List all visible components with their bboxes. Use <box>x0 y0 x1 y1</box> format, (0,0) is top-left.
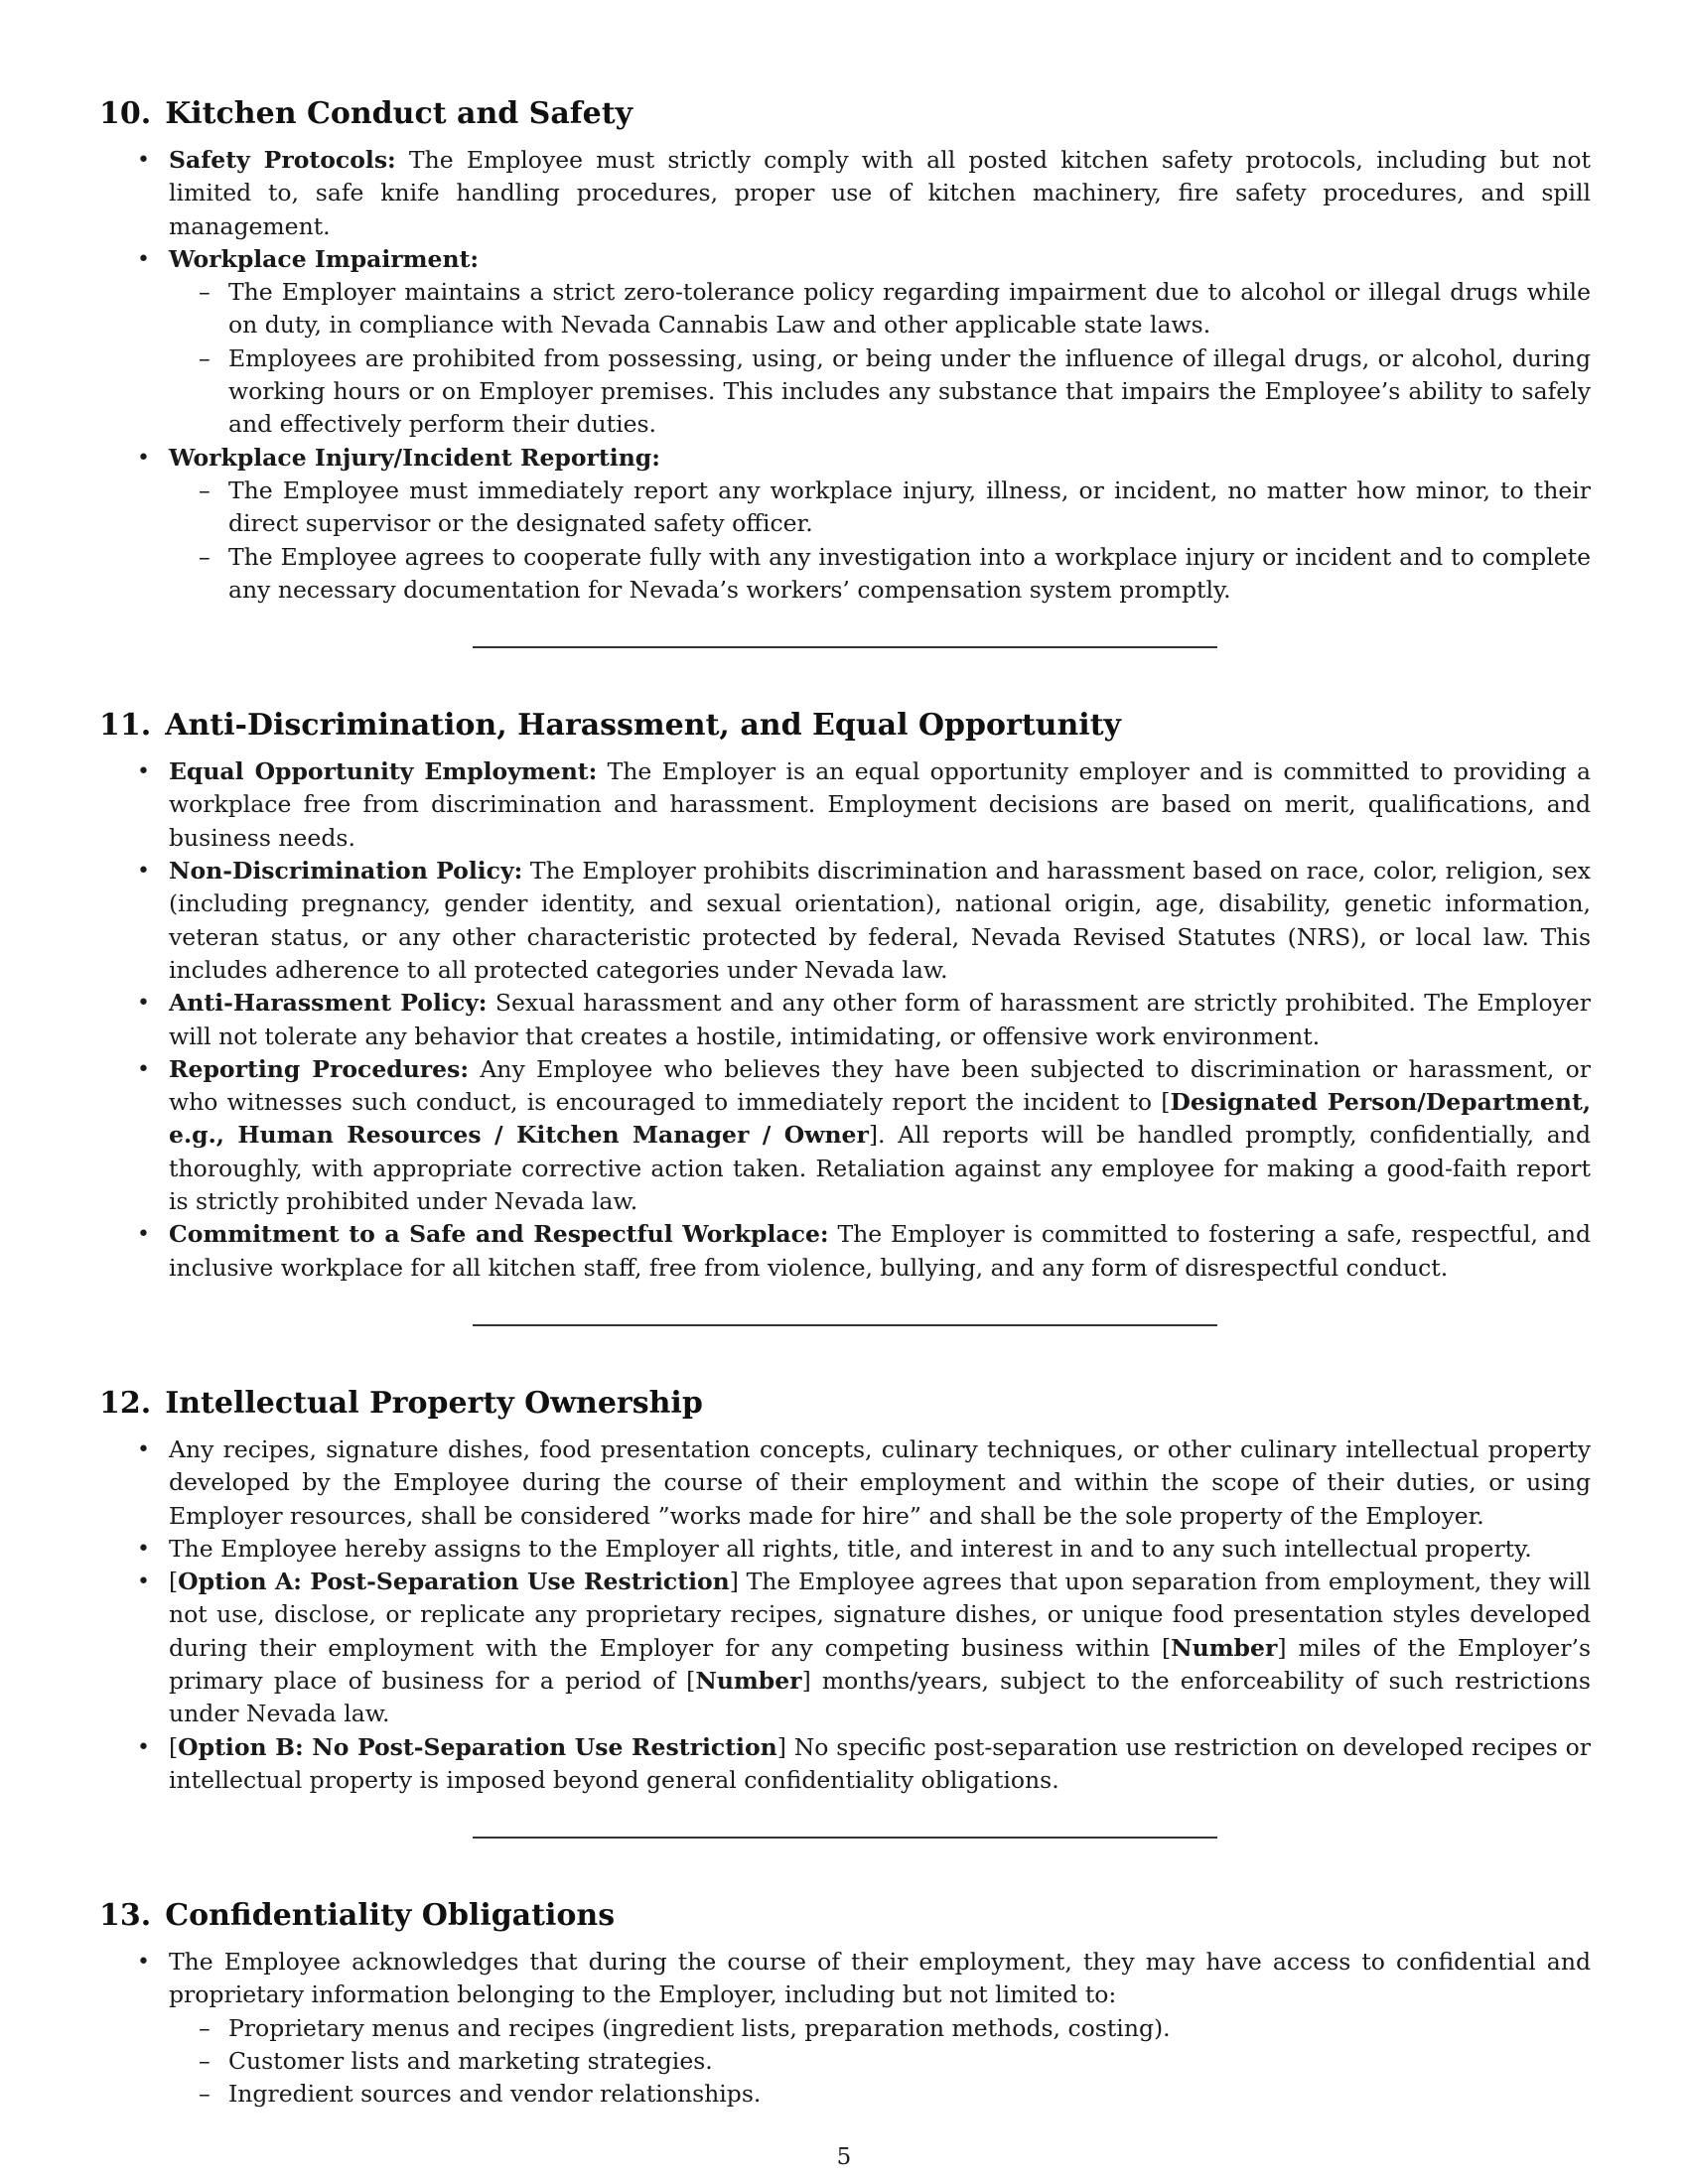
sub-list <box>169 2012 1591 2112</box>
list-item: • Any recipes, signature dishes, food presentation concepts, culinary techniques, or other culinary intellectual property developed by the Employee during the course of their employment and within the scope of their duties, or using Employer resources, shall be considered ”works made for hire” and shall be the sole property of the Employer. <box>99 1433 1591 1533</box>
section-anti-discrimination <box>99 706 1591 1285</box>
section-heading: 11. Anti-Discrimination, Harassment, and Equal Opportunity <box>99 708 1121 744</box>
sub-list <box>169 475 1591 607</box>
section-divider <box>473 646 1217 648</box>
list-item: • Workplace Impairment: – The Employer maintains a strict zero-tolerance policy regarding impairment due to alcohol or illegal drugs while on duty, in compliance with Nevada Cannabis Law and other applicable state laws. – Employees are prohibited from possessing, using, or being under the influence of illegal drugs, or alcohol, during working hours or on Employer premises. This includes any substance that impairs the Employee’s ability to safely and effectively perform their duties. <box>99 243 1591 442</box>
bullet-list <box>99 1433 1591 1797</box>
list-item: • [Option B: No Post-Separation Use Restriction] No specific post-separation use restriction on developed recipes or intellectual property is imposed beyond general confidentiality obligations. <box>99 1731 1591 1798</box>
section-kitchen-conduct <box>99 94 1591 607</box>
section-intellectual-property <box>99 1384 1591 1797</box>
sub-list-item: – Proprietary menus and recipes (ingredient lists, preparation methods, costing). <box>169 2012 1591 2045</box>
list-item: • Non-Discrimination Policy: The Employer prohibits discrimination and harassment based on race, color, religion, sex (including pregnancy, gender identity, and sexual orientation), national origin, age, disability, genetic information, veteran status, or any other characteristic protected by federal, Nevada Revised Statutes (NRS), or local law. This includes adherence to all protected categories under Nevada law. <box>99 855 1591 987</box>
sub-list <box>169 276 1591 441</box>
sub-list-item: – Employees are prohibited from possessing, using, or being under the influence of illegal drugs, or alcohol, during working hours or on Employer premises. This includes any substance that impairs the Employee’s ability to safely and effectively perform their duties. <box>169 342 1591 442</box>
section-confidentiality <box>99 1896 1591 2111</box>
list-item: • Commitment to a Safe and Respectful Workplace: The Employer is committed to fostering a safe, respectful, and inclusive workplace for all kitchen staff, free from violence, bullying, and any form of disrespectful conduct. <box>99 1218 1591 1285</box>
list-item: • [Option A: Post-Separation Use Restriction] The Employee agrees that upon separation from employment, they will not use, disclose, or replicate any proprietary recipes, signature dishes, or unique food presentation styles developed during their employment with the Employer for any competing business within [Number] miles of the Employer’s primary place of business for a period of [Number] months/years, subject to the enforceability of such restrictions under Nevada law. <box>99 1566 1591 1730</box>
sub-list-item: – Ingredient sources and vendor relationships. <box>169 2078 1591 2111</box>
section-divider <box>473 1324 1217 1326</box>
list-item: • Reporting Procedures: Any Employee who believes they have been subjected to discrimination or harassment, or who witnesses such conduct, is encouraged to immediately report the incident to [Designated Person/Department, e.g., Human Resources / Kitchen Manager / Owner]. All reports will be handled promptly, confidentially, and thoroughly, with appropriate corrective action taken. Retaliation against any employee for making a good-faith report is strictly prohibited under Nevada law. <box>99 1053 1591 1218</box>
sub-list-item: – Customer lists and marketing strategies. <box>169 2045 1591 2078</box>
section-heading: 10. Kitchen Conduct and Safety <box>99 96 633 131</box>
list-item: • Safety Protocols: The Employee must strictly comply with all posted kitchen safety protocols, including but not limited to, safe knife handling procedures, proper use of kitchen machinery, fire safety procedures, and spill management. <box>99 144 1591 243</box>
list-item: • The Employee acknowledges that during the course of their employment, they may have access to confidential and proprietary information belonging to the Employer, including but not limited to: – Proprietary menus and recipes (ingredient lists, preparation methods, costing). – Customer lists and marketing strategies. – Ingredient sources and vendor relationships. <box>99 1946 1591 2111</box>
sub-list-item: – The Employee agrees to cooperate fully with any investigation into a workplace injury or incident and to complete any necessary documentation for Nevada’s workers’ compensation system promptly. <box>169 541 1591 608</box>
document-page <box>99 94 1591 2112</box>
list-item: • The Employee hereby assigns to the Employer all rights, title, and interest in and to any such intellectual property. <box>99 1533 1591 1566</box>
section-heading: 12. Intellectual Property Ownership <box>99 1385 703 1421</box>
sub-list-item: – The Employer maintains a strict zero-tolerance policy regarding impairment due to alcohol or illegal drugs while on duty, in compliance with Nevada Cannabis Law and other applicable state laws. <box>169 276 1591 342</box>
section-divider <box>473 1837 1217 1839</box>
sub-list-item: – The Employee must immediately report any workplace injury, illness, or incident, no matter how minor, to their direct supervisor or the designated safety officer. <box>169 475 1591 541</box>
section-heading: 13. Confidentiality Obligations <box>99 1898 616 1934</box>
list-item: • Equal Opportunity Employment: The Employer is an equal opportunity employer and is committed to providing a workplace free from discrimination and harassment. Employment decisions are based on merit, qualifications, and business needs. <box>99 755 1591 855</box>
list-item: • Workplace Injury/Incident Reporting: – The Employee must immediately report any workplace injury, illness, or incident, no matter how minor, to their direct supervisor or the designated safety officer. – The Employee agrees to cooperate fully with any investigation into a workplace injury or incident and to complete any necessary documentation for Nevada’s workers’ compensation system promptly. <box>99 442 1591 607</box>
bullet-list <box>99 1946 1591 2111</box>
list-item: • Anti-Harassment Policy: Sexual harassment and any other form of harassment are strictly prohibited. The Employer will not tolerate any behavior that creates a hostile, intimidating, or offensive work environment. <box>99 987 1591 1053</box>
page-number: 5 <box>836 2144 852 2170</box>
bullet-list <box>99 144 1591 607</box>
bullet-list <box>99 755 1591 1285</box>
